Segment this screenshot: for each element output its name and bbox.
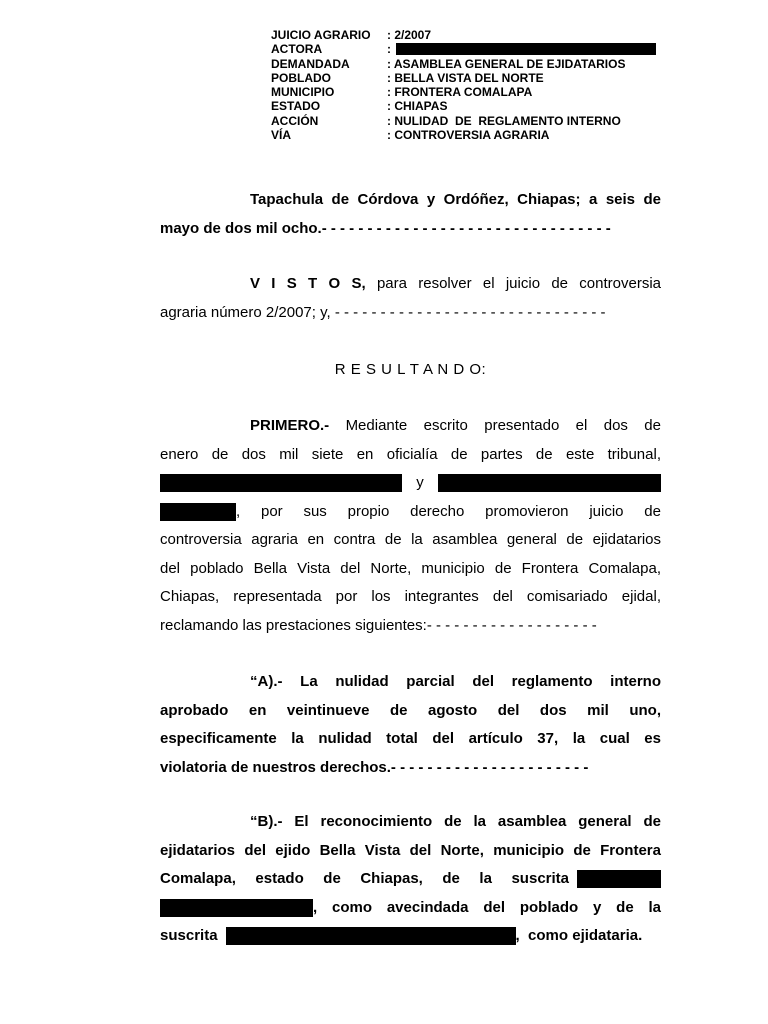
text-line xyxy=(160,186,661,215)
primero-line-5: controversia agraria en contra de la asamblea general de ejidatarios xyxy=(160,531,661,548)
vistos-paragraph xyxy=(160,270,661,327)
primero-line-6: del poblado Bella Vista del Norte, municipio de Frontera Comalapa, xyxy=(160,559,661,577)
text-line xyxy=(160,215,661,244)
item-a-line-4: violatoria de nuestros derechos.- - - - - - - - - - - - - - - - - - - - - - xyxy=(160,758,589,776)
header-label: VÍA xyxy=(271,128,292,143)
text-line xyxy=(160,441,661,470)
item-b-line-5-lead: suscrita xyxy=(160,927,218,944)
text-line xyxy=(160,922,661,951)
text-line xyxy=(160,583,661,612)
header-value: : CONTROVERSIA AGRARIA xyxy=(387,128,550,143)
header-value: : NULIDAD DE REGLAMENTO INTERNO xyxy=(387,113,621,128)
case-header xyxy=(271,28,656,142)
item-a-line-2: aprobado en veintinueve de agosto del dos mil uno, xyxy=(160,701,661,719)
header-row-via xyxy=(271,128,656,142)
header-value-text: : xyxy=(387,42,391,57)
resultando-heading xyxy=(160,356,661,385)
header-value xyxy=(387,42,656,56)
text-line xyxy=(160,498,661,527)
date-line-1: Tapachula de Córdova y Ordóñez, Chiapas; a seis de xyxy=(250,191,661,208)
redaction-bar xyxy=(438,474,661,492)
text-line xyxy=(160,894,661,923)
header-label: ESTADO xyxy=(271,99,321,114)
text-line xyxy=(160,697,661,726)
primero-line-8: reclamando las prestaciones siguientes:- - - - - - - - - - - - - - - - - - - xyxy=(160,616,597,634)
vistos-lead: V I S T O S, xyxy=(250,275,366,292)
item-a-paragraph xyxy=(160,668,661,782)
text-line xyxy=(160,865,661,894)
text-line xyxy=(160,808,661,837)
text-line xyxy=(160,412,661,441)
item-a-line-1: “A).- La nulidad parcial del reglamento interno xyxy=(250,673,661,690)
redaction-bar xyxy=(577,870,661,888)
item-b-line-5-rest: , como ejidataria. xyxy=(515,927,643,944)
header-row-actora xyxy=(271,42,656,56)
text-line xyxy=(160,555,661,584)
header-label: JUICIO AGRARIO xyxy=(271,28,371,42)
text-line xyxy=(160,270,661,299)
header-row-poblado xyxy=(271,71,656,85)
primero-line-2: enero de dos mil siete en oficialía de partes de este tribunal, xyxy=(160,445,661,463)
text-line xyxy=(160,725,661,754)
text-line xyxy=(160,469,661,498)
text-line xyxy=(160,299,661,328)
header-value: : CHIAPAS xyxy=(387,99,448,114)
primero-line-7: Chiapas, representada por los integrantes del comisariado ejidal, xyxy=(160,588,661,605)
date-line-2: mayo de dos mil ocho.- - - - - - - - - - - - - - - - - - - - - - - - - - - - - - - - xyxy=(160,219,611,237)
conjunction-y: y xyxy=(416,474,424,491)
text-line xyxy=(160,612,661,641)
item-b-line-3: Comalapa, estado de Chiapas, de la suscrita xyxy=(160,870,569,887)
vistos-line-2: agraria número 2/2007; y, - - - - - - - - - - - - - - - - - - - - - - - - - - - - - - xyxy=(160,303,606,321)
item-b-paragraph xyxy=(160,808,661,951)
item-a-line-3: especificamente la nulidad total del artículo 37, la cual es xyxy=(160,730,661,747)
header-value: : BELLA VISTA DEL NORTE xyxy=(387,70,544,85)
item-b-line-4: , como avecindada del poblado y de la xyxy=(313,898,661,916)
header-row-accion xyxy=(271,114,656,128)
date-paragraph xyxy=(160,186,661,243)
header-label: DEMANDADA xyxy=(271,56,350,71)
header-row-estado xyxy=(271,99,656,113)
header-label: MUNICIPIO xyxy=(271,85,335,100)
section-heading: R E S U L T A N D O: xyxy=(334,361,487,378)
redaction-bar xyxy=(160,899,313,917)
primero-line-1: Mediante escrito presentado el dos de xyxy=(345,417,661,434)
item-b-line-1: “B).- El reconocimiento de la asamblea general de xyxy=(250,813,661,830)
header-value: : 2/2007 xyxy=(387,28,432,42)
primero-paragraph xyxy=(160,412,661,640)
header-row-juicio xyxy=(271,28,656,42)
vistos-line-1: para resolver el juicio de controversia xyxy=(376,275,662,292)
header-label: POBLADO xyxy=(271,70,331,85)
header-label: ACCIÓN xyxy=(271,113,319,128)
redaction-bar xyxy=(160,503,236,521)
redaction-bar xyxy=(160,474,402,492)
header-row-demandada xyxy=(271,57,656,71)
text-line xyxy=(160,526,661,555)
header-value: : FRONTERA COMALAPA xyxy=(387,85,533,100)
redaction-bar xyxy=(226,927,516,945)
header-row-municipio xyxy=(271,85,656,99)
text-line xyxy=(160,668,661,697)
item-b-line-2: ejidatarios del ejido Bella Vista del Norte, municipio de Frontera xyxy=(160,841,661,859)
text-line xyxy=(160,754,661,783)
primero-lead: PRIMERO.- xyxy=(250,417,330,434)
header-value: : ASAMBLEA GENERAL DE EJIDATARIOS xyxy=(387,56,626,71)
primero-line-4: , por sus propio derecho promovieron juicio de xyxy=(236,502,661,520)
text-line xyxy=(160,837,661,866)
redaction-bar xyxy=(396,43,656,55)
header-label: ACTORA xyxy=(271,42,323,57)
